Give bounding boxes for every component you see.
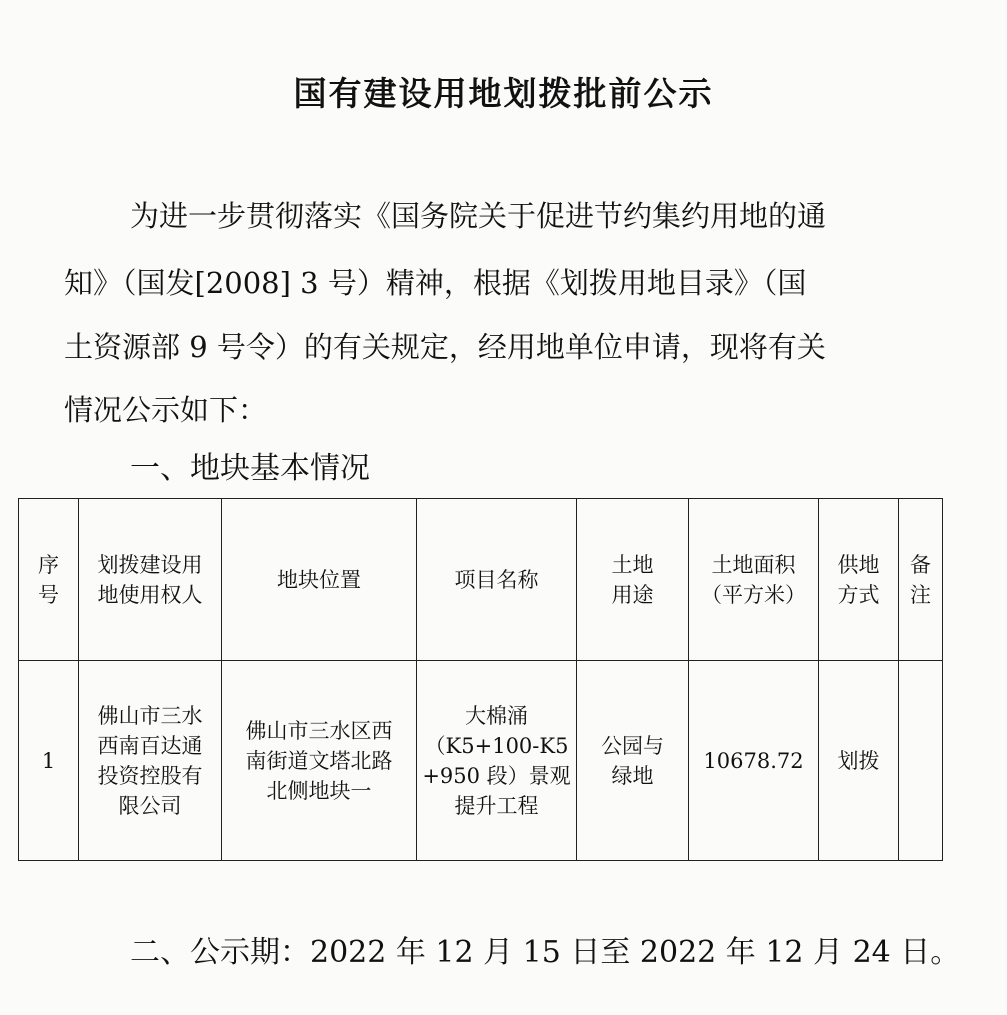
cell-note (899, 661, 943, 861)
header-project: 项目名称 (417, 499, 577, 661)
cell-holder: 佛山市三水 西南百达通 投资控股有 限公司 (79, 661, 222, 861)
intro-line-2: 知》（国发[2008] 3 号）精神，根据《划拨用地目录》（国 (64, 266, 807, 300)
table-header-row (19, 499, 943, 661)
cell-use: 公园与 绿地 (577, 661, 689, 861)
header-supply: 供地 方式 (819, 499, 899, 661)
header-use: 土地 用途 (577, 499, 689, 661)
land-info-table (18, 498, 943, 861)
cell-project: 大棉涌 （K5+100-K5 +950 段）景观 提升工程 (417, 661, 577, 861)
header-note: 备 注 (899, 499, 943, 661)
cell-seq: 1 (19, 661, 79, 861)
cell-location: 佛山市三水区西 南街道文塔北路 北侧地块一 (222, 661, 417, 861)
cell-area: 10678.72 (689, 661, 819, 861)
intro-line-4: 情况公示如下： (64, 393, 268, 427)
intro-line-1: 为进一步贯彻落实《国务院关于促进节约集约用地的通 (130, 199, 827, 233)
header-area: 土地面积 （平方米） (689, 499, 819, 661)
section-2-notice-period: 二、公示期：2022 年 12 月 15 日至 2022 年 12 月 24 日。 (130, 935, 961, 970)
header-seq: 序 号 (19, 499, 79, 661)
document-title: 国有建设用地划拨批前公示 (293, 74, 714, 113)
section-1-heading: 一、地块基本情况 (130, 451, 370, 486)
cell-supply: 划拨 (819, 661, 899, 861)
intro-line-3: 土资源部 9 号令）的有关规定，经用地单位申请，现将有关 (64, 330, 826, 364)
header-holder: 划拨建设用 地使用权人 (79, 499, 222, 661)
table-row (19, 661, 943, 861)
header-location: 地块位置 (222, 499, 417, 661)
